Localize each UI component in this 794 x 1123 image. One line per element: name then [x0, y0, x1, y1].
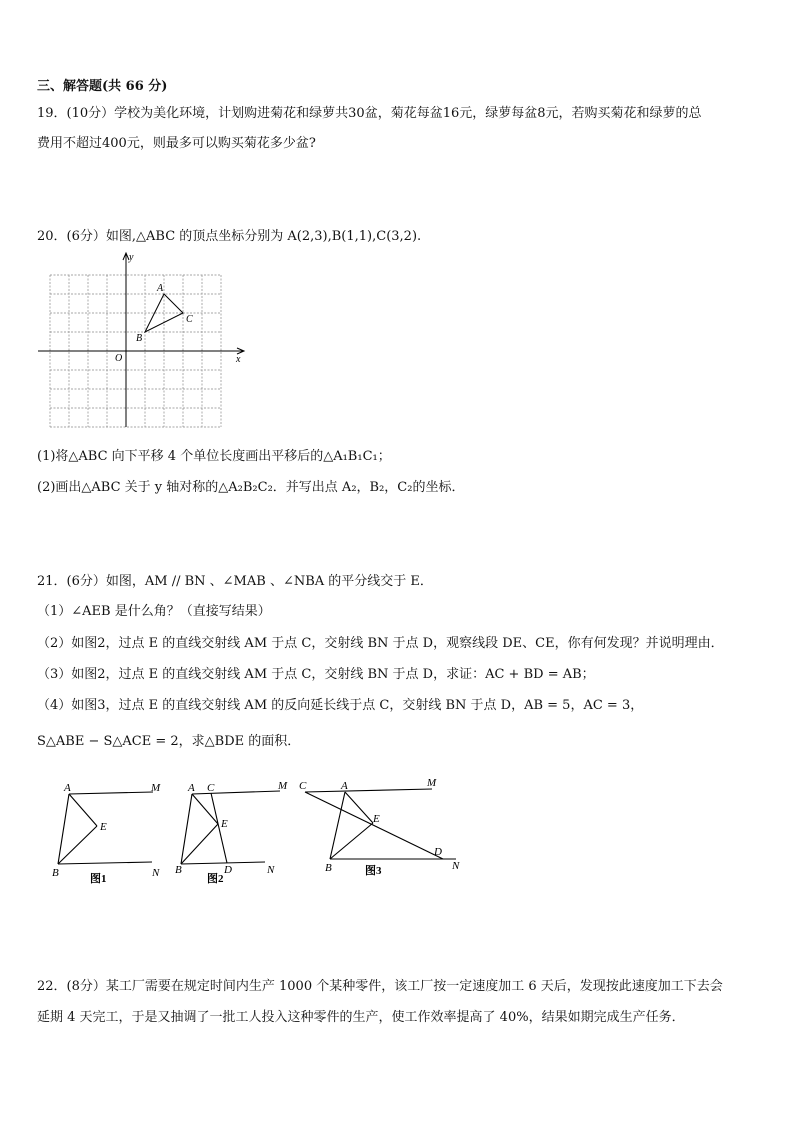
- fig1-label-a: A: [64, 782, 71, 794]
- fig2-label-d: D: [224, 864, 232, 876]
- q20-sub2: (2)画出△ABC 关于 y 轴对称的△A₂B₂C₂．并写出点 A₂，B₂，C₂的坐标．: [37, 480, 465, 495]
- fig1-label-e: E: [100, 821, 107, 833]
- fig3-label-e: E: [373, 813, 380, 825]
- q20-coordinate-grid: [35, 248, 250, 430]
- q21-part3: （3）如图2，过点 E 的直线交射线 AM 于点 C，交射线 BN 于点 D，求证：AC + BD = AB；: [37, 667, 595, 682]
- fig3-label-m: M: [427, 777, 437, 789]
- fig2-label-b: B: [175, 864, 182, 876]
- fig1-label-m: M: [151, 782, 161, 794]
- q21-figures: [40, 775, 480, 890]
- fig3-label-b: B: [325, 862, 332, 874]
- q21-intro: 21．(6分）如图，AM // BN 、∠MAB 、∠NBA 的平分线交于 E．: [37, 574, 433, 589]
- point-b-label: B: [136, 333, 143, 344]
- q19-line1: 19．(10分）学校为美化环境，计划购进菊花和绿萝共30盆，菊花每盆16元，绿萝每盆8元，若购买菊花和绿萝的总: [37, 106, 702, 121]
- fig3-label-c: C: [299, 780, 307, 792]
- q21-part4: （4）如图3，过点 E 的直线交射线 AM 的反向延长线于点 C，交射线 BN 于点 D，AB = 5，AC = 3，: [37, 698, 644, 713]
- fig2-label-c: C: [207, 782, 215, 794]
- q21-part1: （1）∠AEB 是什么角？（直接写结果）: [37, 604, 271, 619]
- point-c-label: C: [186, 314, 193, 325]
- q19-line2: 费用不超过400元，则最多可以购买菊花多少盆?: [37, 136, 316, 151]
- fig2-label-e: E: [221, 818, 228, 830]
- fig1-label-n: N: [152, 867, 160, 879]
- fig3-label-n: N: [452, 860, 460, 872]
- fig1-label-b: B: [52, 867, 59, 879]
- fig2-caption: 图2: [207, 873, 224, 885]
- point-a-label: A: [157, 283, 164, 294]
- origin-label: O: [115, 353, 123, 364]
- q22-line1: 22．(8分）某工厂需要在规定时间内生产 1000 个某种零件，该工厂按一定速度加工 6 天后，发现按此速度加工下去会: [37, 979, 723, 994]
- fig3-caption: 图3: [365, 865, 382, 877]
- fig2-label-m: M: [278, 780, 288, 792]
- q21-part2: （2）如图2，过点 E 的直线交射线 AM 于点 C，交射线 BN 于点 D，观察线段 DE、CE，你有何发现？并说明理由．: [37, 636, 724, 651]
- section-header: 三、解答题(共 66 分): [37, 79, 168, 94]
- fig2-label-a: A: [188, 782, 195, 794]
- fig3-label-a: A: [341, 780, 348, 792]
- q20-intro: 20．(6分）如图,△ABC 的顶点坐标分别为 A(2,3),B(1,1),C(3,2).: [37, 229, 422, 244]
- x-axis-label: x: [236, 354, 241, 365]
- q22-line2: 延期 4 天完工，于是又抽调了一批工人投入这种零件的生产，使工作效率提高了 40%，结果如期完成生产任务．: [37, 1010, 685, 1025]
- fig2-label-n: N: [267, 864, 275, 876]
- fig3-label-d: D: [434, 846, 442, 858]
- q21-part5: S△ABE − S△ACE = 2，求△BDE 的面积．: [37, 734, 301, 749]
- y-axis-label: y: [129, 252, 134, 263]
- q20-sub1: (1)将△ABC 向下平移 4 个单位长度画出平移后的△A₁B₁C₁；: [37, 449, 391, 464]
- fig1-caption: 图1: [90, 873, 107, 885]
